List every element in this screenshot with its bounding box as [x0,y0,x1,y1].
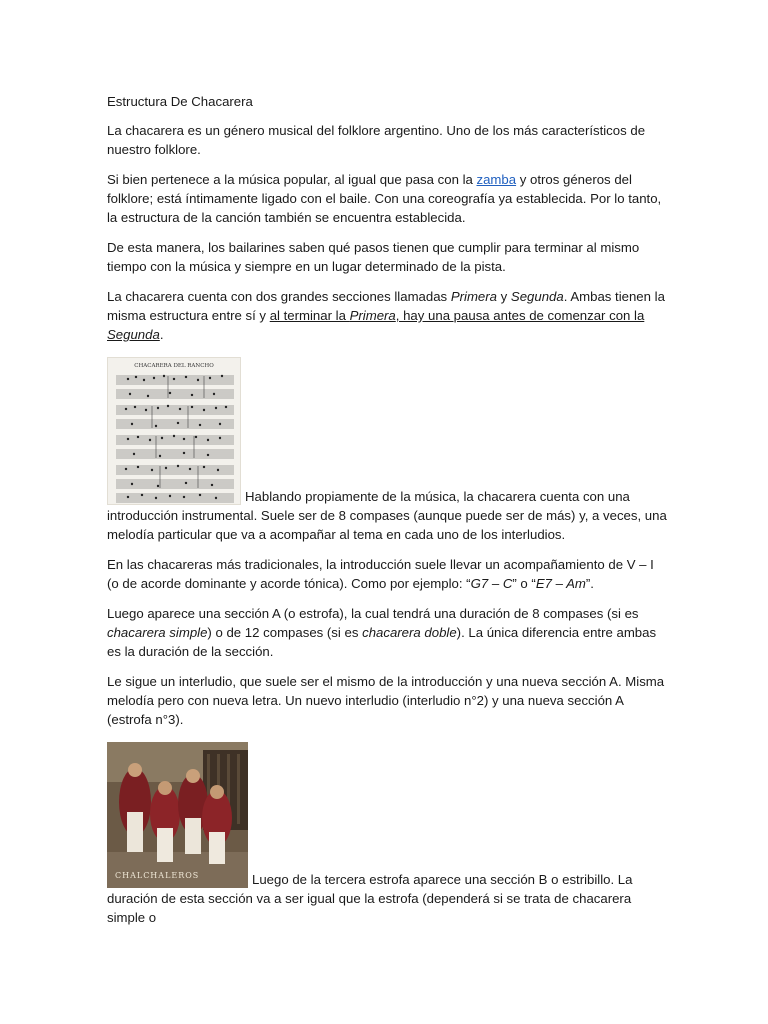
text-span: La chacarera cuenta con dos grandes secciones llamadas [107,289,451,304]
italic-simple: chacarera simple [107,625,208,640]
zamba-link[interactable]: zamba [476,172,517,187]
text-span: y [497,289,511,304]
staff-lines [116,376,234,502]
text-span: al terminar la [269,308,350,323]
paragraph-dancers [107,238,668,276]
chalchaleros-photo [107,742,248,888]
chord-example-2: E7 – Am [535,576,586,591]
paragraph-popular [107,170,668,227]
score-title: CHACARERA DEL RANCHO [134,363,214,369]
bar-lines [152,376,204,488]
italic-segunda: Segunda [107,327,160,342]
italic-doble: chacarera doble [362,625,457,640]
chord-example-1: G7 – C [470,576,513,591]
text-span: , hay una pausa antes de comenzar con la [395,308,645,323]
paragraph-interlude [107,672,668,729]
text-span: y otros géneros del folklore; está íntimamente ligado con el baile. Con una coreografía ya establecida. Por lo tanto, la estructura de la canción también se encuentra establecida. [107,172,662,225]
paragraph-traditional [107,555,668,593]
text-span: ) o de 12 compases (si es [207,625,363,640]
text-span: Luego aparece una sección A (o estrofa), la cual tendrá una duración de 8 compases (si es [107,606,639,621]
text-span: De esta manera, los bailarines saben qué pasos tienen que cumplir para terminar al mismo tiempo con la música y siempre en un lugar determinado de la pista. [107,240,640,274]
text-span: ” o “ [512,576,536,591]
italic-segunda: Segunda [510,289,564,304]
text-span: Hablando propiamente de la música, la chacarera cuenta con una introducción instrumental. Suele ser de 8 compases (aunque puede ser de más) y, a veces, una melodía particular que va a acompañar al tema en cada uno de los interludios. [107,489,667,542]
paragraph-intro [107,121,668,159]
text-span: . Ambas tienen la misma estructura entre sí y [107,289,665,323]
text-span: Si bien pertenece a la música popular, al igual que pasa con la [107,172,477,187]
italic-primera: Primera [450,289,497,304]
paragraph-sections [107,287,668,344]
italic-primera: Primera [349,308,396,323]
photo-caption: CHALCHALEROS [115,871,200,880]
paragraph-intro-text: La chacarera es un género musical del folklore argentino. Uno de los más característicos de nuestro folklore. [107,123,646,157]
note-heads [125,375,227,499]
document-title: Estructura De Chacarera [107,94,253,109]
text-span: Le sigue un interludio, que suele ser el mismo de la introducción y una nueva sección A. Misma melodía pero con nueva letra. Un nuevo interludio (interludio n°2) y una nueva sección A (estrofa n°3). [107,674,665,727]
text-span: ”. [585,576,594,591]
paragraph-section-a [107,604,668,661]
text-span: . [159,327,164,342]
sheet-music-image [107,357,241,505]
text-span: Luego de la tercera estrofa aparece una sección B o estribillo. La duración de esta sección va a ser igual que la estrofa (dependerá si se trata de chacarera simple o [107,872,633,925]
text-span: En las chacareras más tradicionales, la introducción suele llevar un acompañamiento de V – I (o de acorde dominante y acorde tónica). Como por ejemplo: “ [107,557,654,591]
text-span: ). La única diferencia entre ambas es la duración de la sección. [107,625,657,659]
sheet-music-graphic [108,358,240,504]
